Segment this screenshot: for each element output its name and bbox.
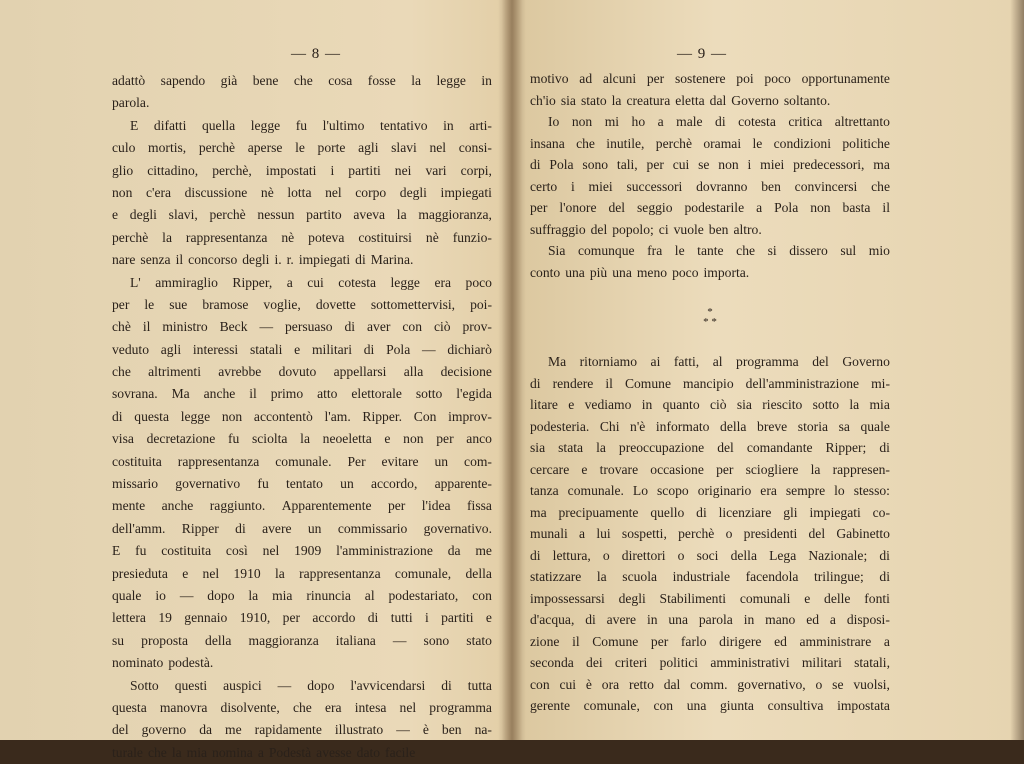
text-line: Ma ritorniamo ai fatti, al programma del Governo (548, 354, 890, 369)
text-line: E difatti quella legge fu l'ultimo tentativo in arti- (130, 117, 492, 133)
text-line: di lettura, o direttori o soci della Lega Nazionale; di (530, 547, 890, 563)
text-line: chè il ministro Beck — persuaso di aver con ciò prov- (112, 319, 492, 335)
text-line: tanza comunale. Lo scopo originario era sempre lo stesso: (530, 483, 890, 498)
text-line: questa manovra disolvente, che era intesa nel programma (112, 699, 492, 715)
text-line: per l'onore del seggio podestarile a Pola non basta il (530, 200, 890, 215)
text-line: lettera 19 gennaio 1910, per accordo di tutti i partiti e (112, 610, 492, 626)
text-line: che altrimenti avrebbe dovuto appellarsi alla decisione (112, 364, 492, 380)
text-line: gerente comunale, con una giunta consultiva impostata (530, 698, 890, 713)
left-page (112, 0, 492, 760)
text-line: dell'amm. Ripper di avere un commissario governativo. (112, 520, 492, 536)
text-line: zione il Comune per farlo dirigere ed amministrare a (530, 633, 890, 649)
text-line: impossessarsi degli Stabilimenti comunali e delle fonti (530, 590, 890, 606)
text-line: E fu costituita così nel 1909 l'amministrazione da me (112, 543, 492, 559)
text-line: sia stata la preoccupazione del comandante Ripper; di (530, 440, 890, 455)
text-line: su proposta della maggioranza italiana — sono stato (112, 632, 492, 648)
page-edge-shadow (1010, 0, 1024, 740)
text-line: statizzare la scuola industriale facendola trilingue; di (530, 569, 890, 584)
text-line: missario governativo fu tentato un accordo, apparente- (112, 476, 492, 492)
text-line: sovrana. Ma anche il primo atto elettorale sotto l'egida (112, 386, 492, 402)
text-line: litare e vediamo in quanto ciò sia riescito sotto la mia (530, 397, 890, 412)
text-line: L' ammiraglio Ripper, a cui cotesta legge era poco (130, 274, 492, 290)
text-line: certo i miei successori dovranno ben convincersi che (530, 178, 890, 194)
text-line: Io non mi ho a male di cotesta critica altrettanto (548, 114, 890, 129)
right-page (530, 0, 890, 740)
text-line: munali a lui sospetti, perchè o presidenti del Gabinetto (530, 526, 890, 541)
right-page-text (530, 68, 890, 717)
text-line: presieduta e nel 1910 la rappresentanza comunale, della (112, 565, 492, 581)
section-asterism: * * * (703, 306, 717, 328)
text-line: visa decretazione fu sciolta la neoeletta e non per anco (112, 431, 492, 447)
text-line: culo mortis, perchè aperse le porte agli slavi nel consi- (112, 140, 492, 156)
text-line: podesteria. Chi n'è informato della breve storia sa quale (530, 418, 890, 434)
text-line: di questa legge non accontentò l'am. Ripper. Con improv- (112, 408, 492, 424)
text-line: costituita rappresentanza comunale. Per evitare un com- (112, 453, 492, 469)
text-line: Sia comunque fra le tante che si dissero sul mio (548, 243, 890, 258)
text-line: veduto agli interessi statali e militari di Pola — dichiarò (112, 341, 492, 357)
text-line: e degli slavi, perchè nessun partito aveva la maggioranza, (112, 207, 492, 223)
text-line: Sotto questi auspici — dopo l'avvicendarsi di tutta (130, 677, 492, 693)
text-line: del governo da me rapidamente illustrato — è ben na- (112, 722, 492, 738)
text-line: mente anche raggiunto. Apparentemente per l'idea fissa (112, 498, 492, 514)
text-line: turale che la mia nomina a Podestà avesse dato facile (112, 744, 416, 760)
text-line: insana che inutile, perchè oramai le condizioni politiche (530, 135, 890, 151)
left-page-text (112, 70, 492, 764)
text-line: nare senza il concorso degli i. r. impiegati di Marina. (112, 252, 414, 268)
text-line: motivo ad alcuni per sostenere poi poco opportunamente (530, 71, 890, 86)
text-line: quale io — dopo la mia rinuncia al podestariato, con (112, 587, 492, 603)
text-line: d'acqua, di avere in una parola in mano ed a disposi- (530, 612, 890, 627)
text-line: per le sue bramose voglie, dovette sottomettervisi, poi- (112, 296, 492, 312)
text-line: ma precipuamente quello di licenziare gli impiegati co- (530, 504, 890, 520)
text-line: non c'era discussione nè lotta nel corpo degli impiegati (112, 184, 492, 200)
text-line: di Pola sono tali, per cui se non i miei predecessori, ma (530, 157, 890, 172)
text-line: glio cittadino, perchè, impostati i partiti nei vari corpi, (112, 162, 492, 178)
text-line: con cui è ora retto dal comm. governativo, o se vuolsi, (530, 676, 890, 692)
text-line: ch'io sia stato la creatura eletta dal Governo soltanto. (530, 92, 831, 108)
text-line: parola. (112, 95, 150, 111)
text-line: conto una più una meno poco importa. (530, 264, 750, 280)
text-line: suffraggio del popolo; ci vuole ben altro. (530, 221, 762, 237)
text-line: perchè la rappresentanza nè poteva costituirsi nè funzio- (112, 229, 492, 245)
text-line: di rendere il Comune mancipio dell'amministrazione mi- (530, 375, 890, 391)
text-line: seconda dei criteri politici amministrativi militari statali, (530, 655, 890, 670)
page-number-left: — 8 — (291, 46, 341, 62)
page-number-right: — 9 — (677, 46, 727, 62)
text-line: cercare e trovare occasione per sciogliere la rappresen- (530, 461, 890, 477)
text-line: nominato podestà. (112, 655, 214, 671)
book-gutter (498, 0, 526, 740)
text-line: adattò sapendo già bene che cosa fosse la legge in (112, 73, 492, 88)
